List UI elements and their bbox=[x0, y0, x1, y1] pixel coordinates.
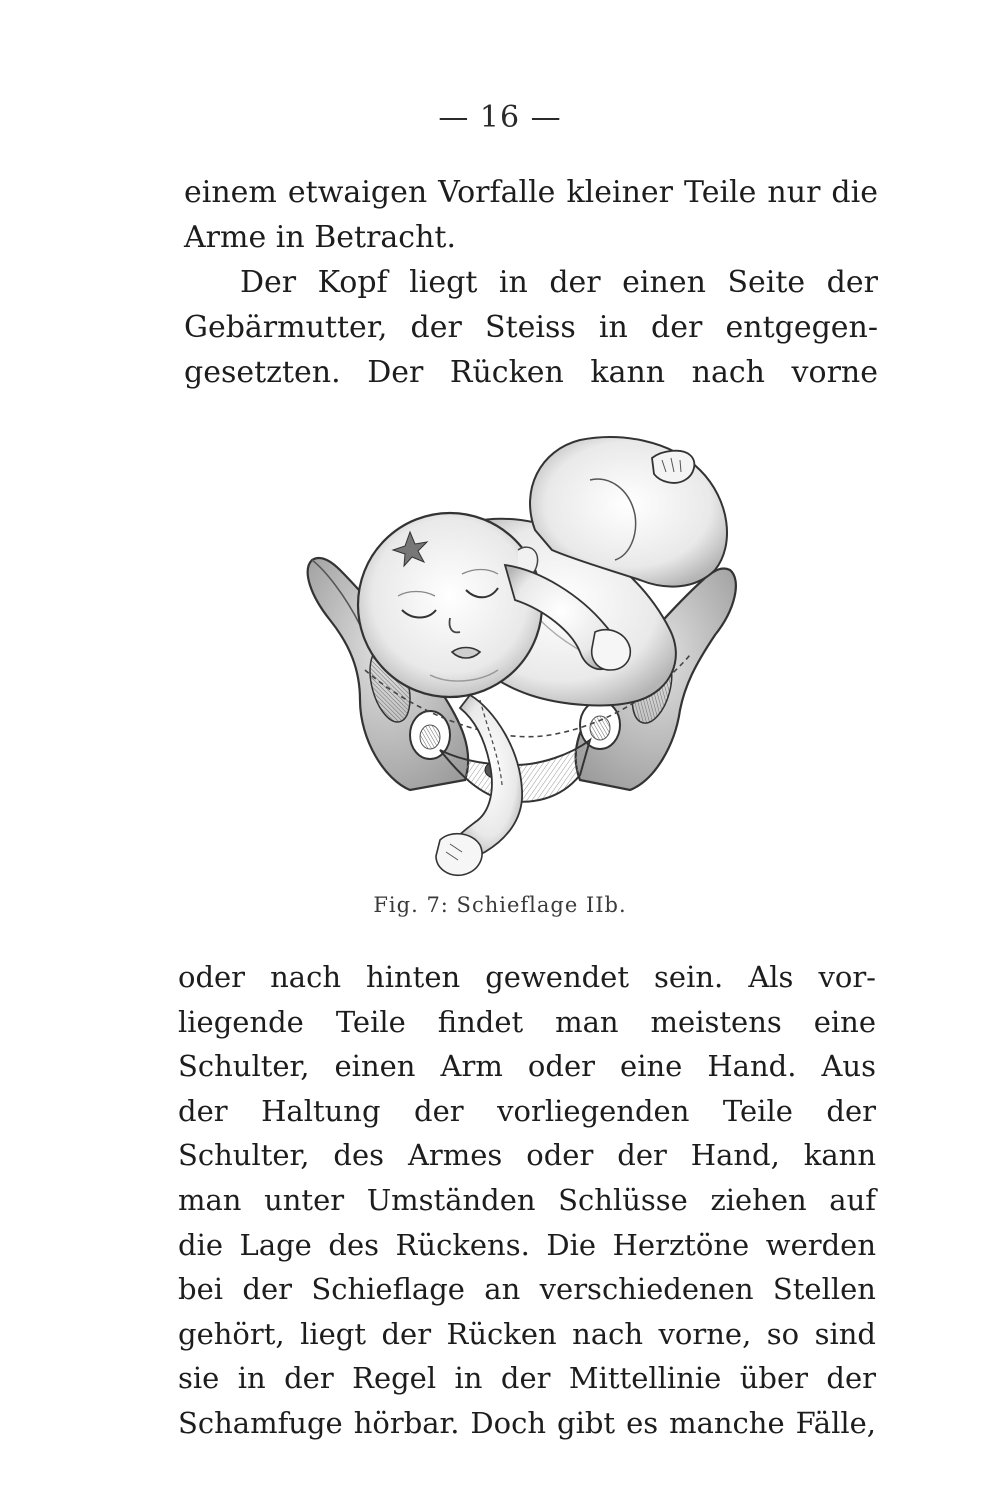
text-line: man unter Umständen Schlüsse ziehen auf bbox=[178, 1182, 876, 1217]
page-number: — 16 — bbox=[438, 100, 562, 135]
text-line: bei der Schieflage an verschiedenen Stellen bbox=[178, 1272, 876, 1307]
top-paragraph bbox=[184, 170, 878, 395]
text-line: Schulter, einen Arm oder eine Hand. Aus bbox=[178, 1049, 876, 1084]
text-line: einem etwaigen Vorfalle kleiner Teile nur die bbox=[184, 175, 878, 210]
text-line: Gebärmutter, der Steiss in der entgegen- bbox=[184, 310, 878, 345]
text-line: der Haltung der vorliegenden Teile der bbox=[178, 1093, 876, 1128]
text-line: sie in der Regel in der Mittellinie über der bbox=[178, 1361, 876, 1396]
text-line: oder nach hinten gewendet sein. Als vor- bbox=[178, 960, 876, 994]
text-line: Schulter, des Armes oder der Hand, kann bbox=[178, 1138, 876, 1173]
text-line: liegende Teile findet man meistens eine bbox=[178, 1004, 876, 1039]
text-line: Arme in Betracht. bbox=[184, 220, 456, 255]
figure-caption-text: Fig. 7: Schieflage IIb. bbox=[373, 893, 627, 917]
text-line: Der Kopf liegt in der einen Seite der bbox=[240, 265, 878, 300]
text-line: gesetzten. Der Rücken kann nach vorne bbox=[184, 355, 878, 390]
figure-caption bbox=[0, 893, 1000, 917]
text-line: die Lage des Rückens. Die Herztöne werden bbox=[178, 1227, 876, 1262]
bottom-paragraph bbox=[178, 955, 876, 1446]
illustration-fetus-in-pelvis bbox=[290, 420, 750, 890]
text-line: Schamfuge hörbar. Doch gibt es manche Fälle, bbox=[178, 1405, 876, 1440]
text-line: gehört, liegt der Rücken nach vorne, so sind bbox=[178, 1316, 876, 1351]
